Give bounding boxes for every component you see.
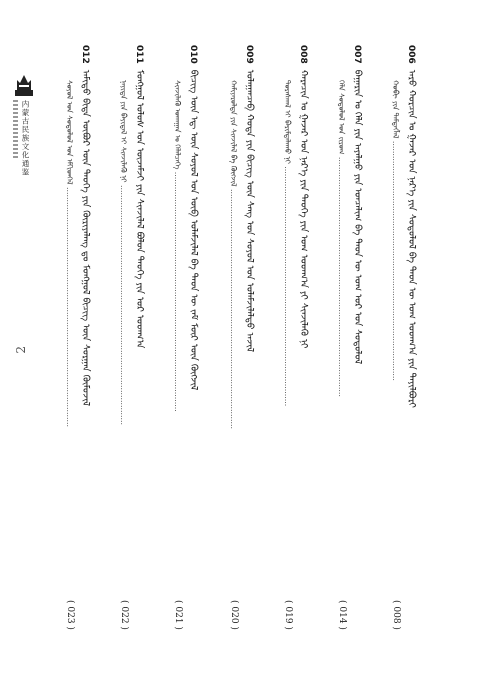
- institution-title: 内蒙古民族文化通鉴: [21, 100, 30, 177]
- page-reference: ( 008 ): [391, 600, 401, 630]
- toc-entry-subtitle: ᠬᠡᠯᠡ ᠰᠤᠳᠤᠯᠤᠯ ᠤᠨ ᠵᠢᠷᠤᠭ ……………………………………………………………………………………: [337, 80, 346, 397]
- entry-number: 010: [188, 45, 198, 64]
- entry-number: 006: [406, 45, 416, 64]
- toc-entry-subtitle: ᠨᠡᠶᠢᠲᠡ ᠶᠢᠨ ᠪᠠᠶᠢᠳᠠᠯ ᠢ ᠰᠢᠨᠵᠢᠯᠡᠬᠦ ᠨᠢ ……………………………………………………………………………………: [119, 80, 128, 425]
- entry-number: 007: [352, 45, 362, 64]
- toc-entry-title: 011ᠮᠣᠩᠭᠣᠯ ᠤᠯᠤᠰ ᠤᠨ ᠦᠵᠡᠮᠵᠢ ᠶᠢᠨ ᠰᠢᠨᠵᠢᠯᠡᠯ ᠪᠣᠯᠤᠨ ᠲᠡᠦᠬᠡ ᠶᠢᠨ ᠤᠷ ᠤᠳᠬ᠎ᠠ: [134, 45, 145, 349]
- page-number: 2: [14, 346, 28, 354]
- toc-entry-subtitle: ᠰᠢᠨᠵᠢᠯᠡᠬᠦ ᠤᠬᠠᠭᠠᠨ ᠤ ᠬᠡᠯᠡᠯᠴᠡᠭᠡ ……………………………………………………………………………………: [173, 80, 182, 412]
- emblem-icon: [13, 72, 35, 98]
- entry-number: 012: [80, 45, 90, 64]
- page-reference: ( 014 ): [337, 600, 347, 630]
- toc-entry-subtitle: ᠳᠤᠷᠠᠰᠬᠠᠯ ᠢ ᠪᠠᠷᠢᠮᠲᠠᠯᠠᠬᠤ ᠨᠢ ……………………………………………………………………………………: [283, 80, 292, 407]
- toc-entry-title: 008ᠬᠠᠷᠠᠴᠢᠨ ᠤ ᠭᠠᠵᠠᠷ ᠤᠨ ᠨᠡᠷ᠎ᠡ ᠶᠢᠨ ᠲᠡᠦᠬᠡ ᠶᠢᠨ ᠤᠭ ᠤᠳᠬ᠎ᠠ ᠶᠢ ᠰᠢᠨᠵᠢᠯᠡᠬᠦ ᠨᠢ: [298, 45, 309, 349]
- page-reference: ( 020 ): [229, 600, 239, 630]
- entry-number: 008: [298, 45, 308, 64]
- toc-entry-title: 009ᠤᠯᠠᠭᠠᠨᠴᠠᠪ ᠬᠣᠲᠠ ᠶᠢᠨ ᠪᠢᠴᠢᠭ᠌ ᠦᠨ ᠰᠠᠩ ᠤᠨ ᠰᠣᠶᠣᠯ ᠤᠨ ᠤᠯᠠᠮᠵᠢᠯᠠᠯᠲᠤ ᠠᠵᠢᠯ: [244, 45, 255, 353]
- toc-entry-title: 012ᠠᠮᠢᠳᠤ ᠪᠢᠳᠡ ᠦᠪᠦᠷ ᠦᠨ ᠲᠡᠦᠬᠡ ᠶᠢᠨ ᠬᠦᠷᠢᠶᠡᠯᠡᠩ ᠳᠤ ᠮᠣᠩᠭᠣᠯ ᠪᠢᠴᠢᠭ ᠦᠨ ᠰᠤᠷᠭᠠᠨ ᠬᠦᠮᠦᠵᠢᠯ: [80, 45, 91, 407]
- toc-entry-subtitle: ᠬᠠᠮᠢᠶᠠᠷᠤᠯᠲᠠ ᠶᠢᠨ ᠰᠢᠨᠵᠢᠯᠡᠯ ᠪᠠ ᠬᠥᠭᠵᠢᠯ ……………………………………………………………………………………: [229, 80, 238, 430]
- toc-entry-title: 007ᠪᠠᠭᠠᠷᠢᠨ ᠤ ᠬᠡᠯᠡ ᠶᠢᠨ ᠠᠶᠠᠯᠭᠤ ᠶᠢᠨ ᠣᠨᠴᠠᠯᠢᠭ ᠪᠠ ᠲᠡᠦᠨ ᠦ ᠤᠭ ᠤᠷ ᠤᠨ ᠰᠤᠳᠤᠯᠤᠯ: [352, 45, 363, 365]
- page-reference: ( 023 ): [65, 600, 75, 630]
- toc-entry-subtitle: ᠰᠣᠶᠣᠯ ᠤᠨ ᠰᠤᠳᠤᠯᠤᠯ ᠤᠨ ᠡᠮᠬᠢᠳᠬᠡᠯ ……………………………………………………………………………………: [65, 80, 74, 428]
- entry-number: 011: [134, 45, 144, 64]
- page-reference: ( 021 ): [173, 600, 183, 630]
- toc-entry-title: 006ᠠᠷᠤ ᠬᠣᠷᠴᠢᠨ ᠤ ᠭᠠᠵᠠᠷ ᠤᠨ ᠨᠡᠷ᠎ᠡ ᠶᠢᠨ ᠰᠤᠳᠤᠯᠤᠯ ᠪᠠ ᠲᠡᠦᠨ ᠦ ᠤᠭ ᠤᠳᠬ᠎ᠠ ᠶᠢᠨ ᠲᠠᠶᠢᠯᠪᠤᠷᠢ: [406, 45, 417, 408]
- page-reference: ( 022 ): [119, 600, 129, 630]
- toc-entry-title: 010ᠪᠢᠴᠢᠭ᠌ ᠦᠨ ᠡᠳ᠋ ᠦᠨ ᠰᠣᠶᠣᠯ ᠤᠨ ᠦᠪ ᠤᠯᠠᠮᠵᠢᠯᠠᠯ ᠪᠠ ᠲᠡᠦᠨ ᠦ ᠵᠠᠮ ᠮᠥᠷ ᠦᠨ ᠬᠦᠭᠵᠢᠯ: [188, 45, 199, 391]
- institution-subtitle-script: [13, 100, 18, 158]
- toc-entry-subtitle: ᠬᠣᠪᠢ ᠶᠢᠨ ᠲᠡᠮᠳᠡᠭᠯᠡᠯ ……………………………………………………………………………………: [391, 80, 400, 381]
- entry-number: 009: [244, 45, 254, 64]
- page-reference: ( 019 ): [283, 600, 293, 630]
